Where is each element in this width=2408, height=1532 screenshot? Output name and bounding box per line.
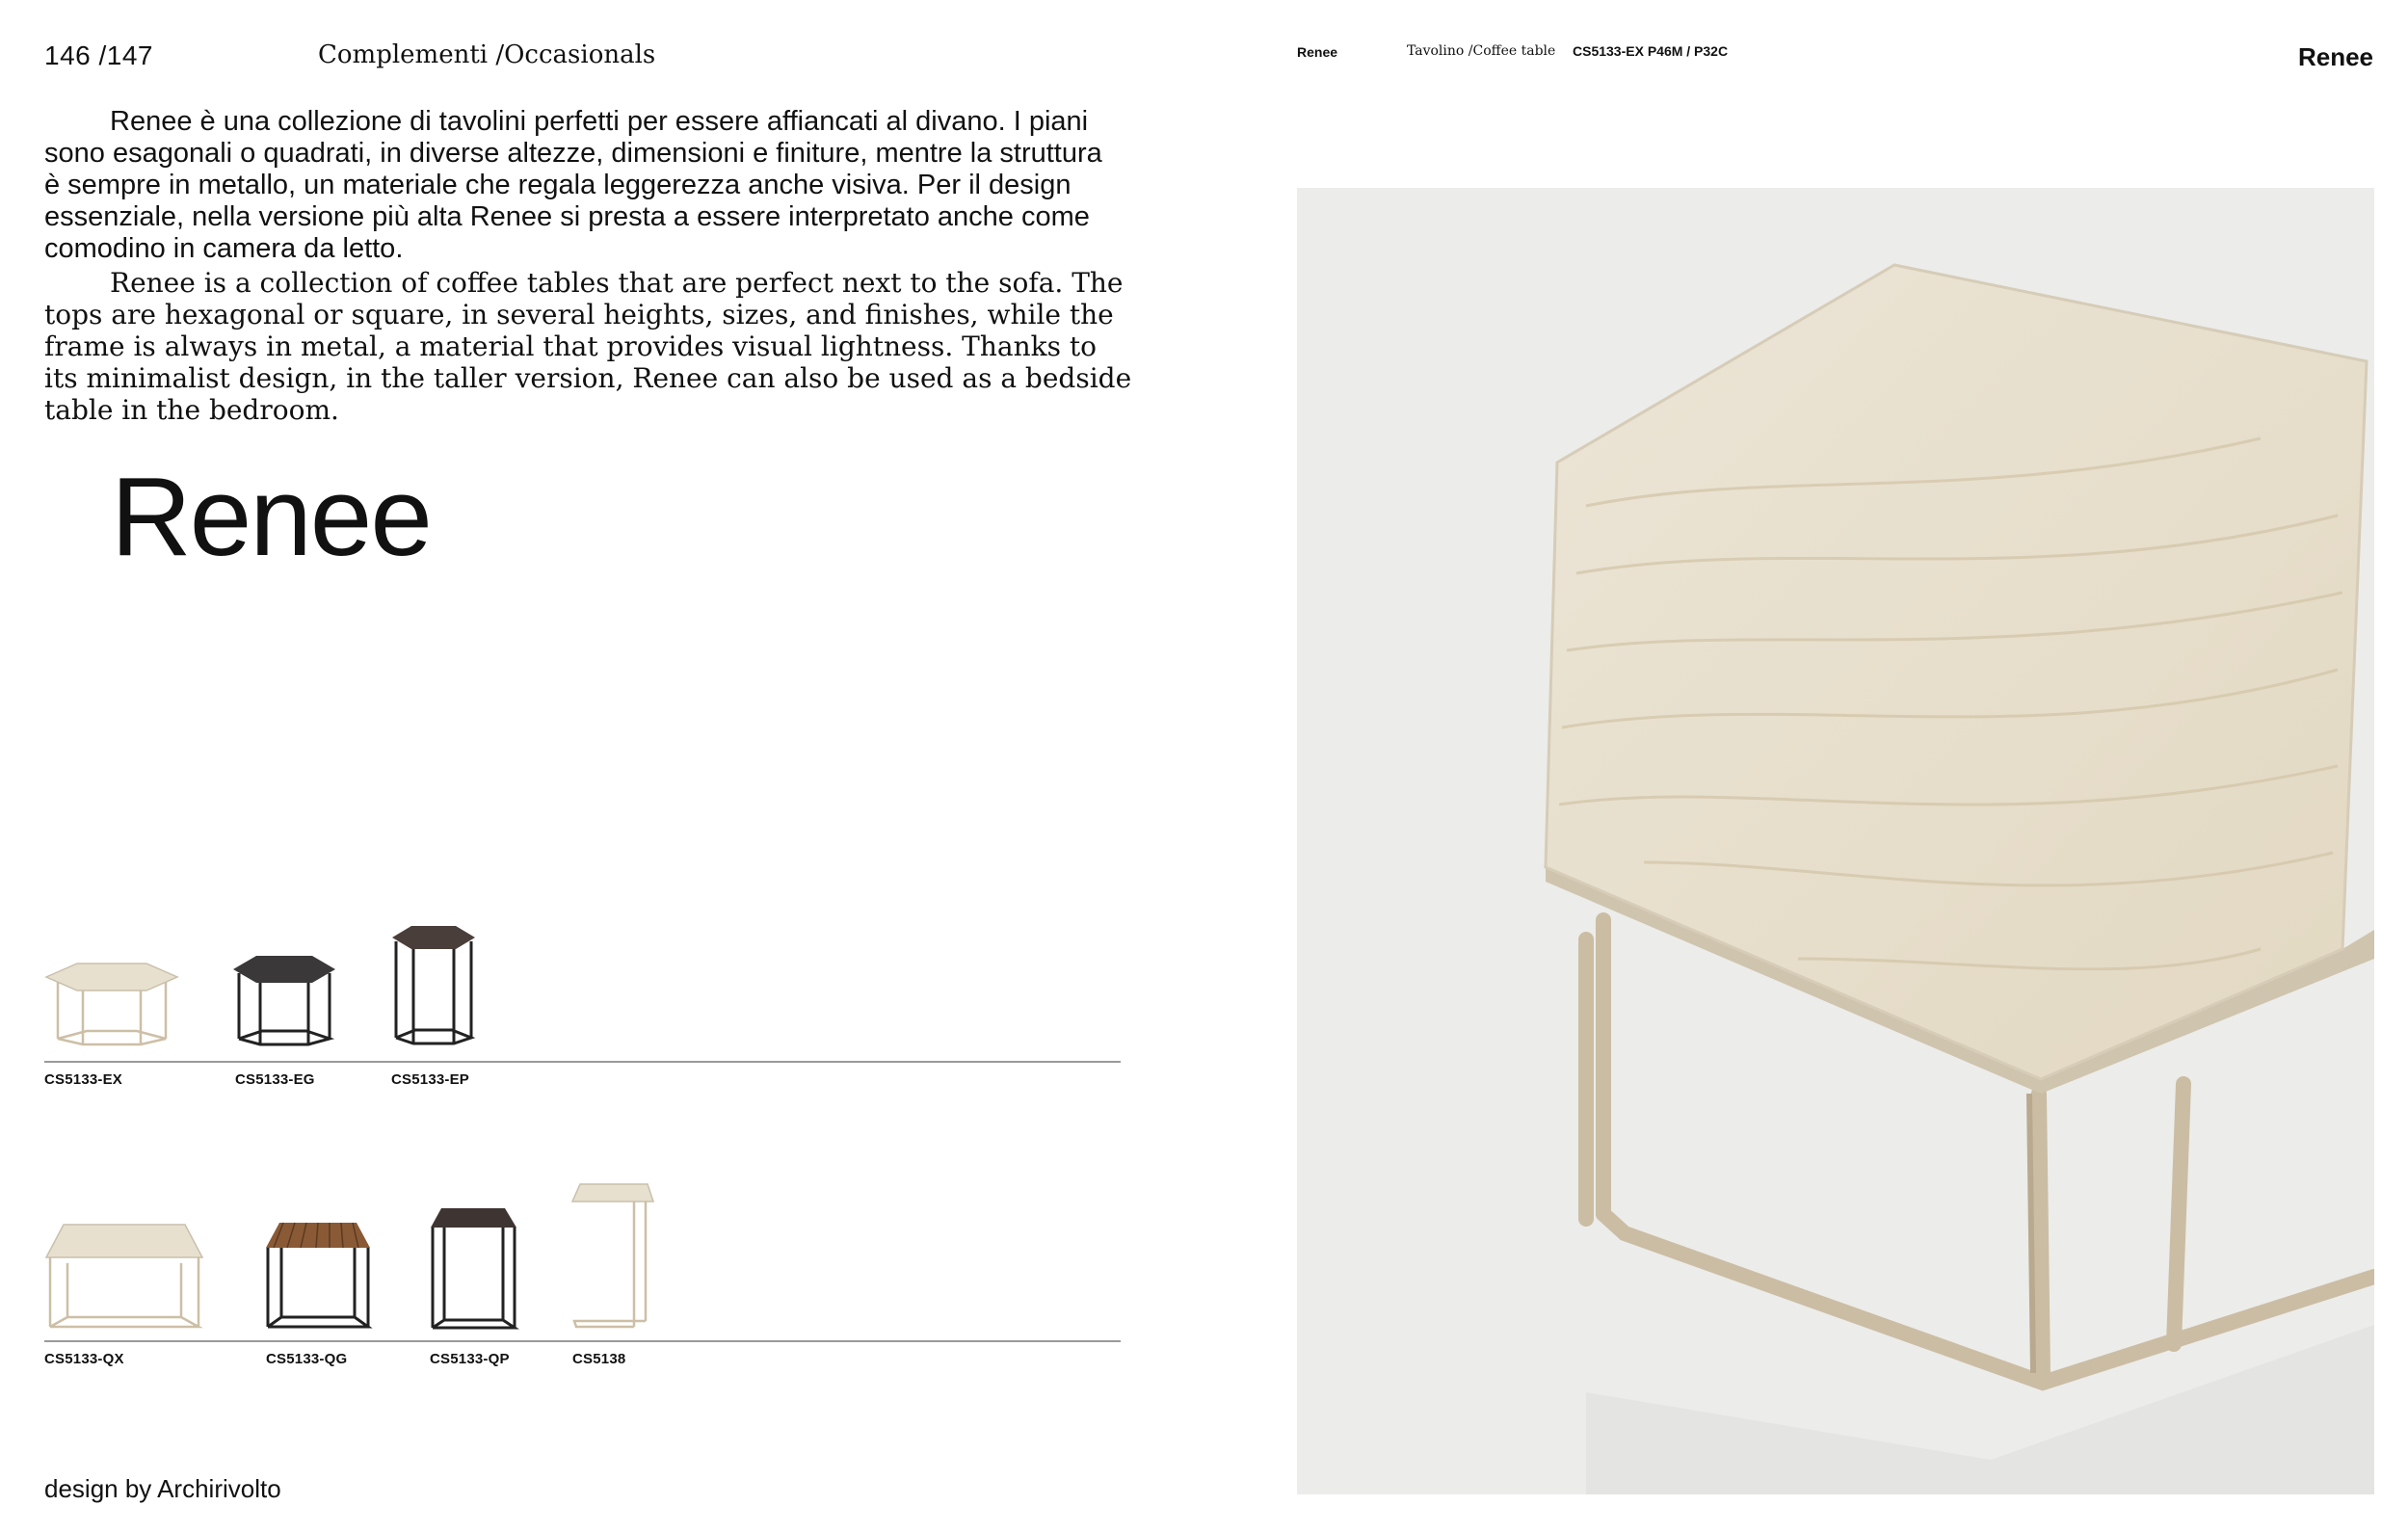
right-header-type: Tavolino /Coffee table bbox=[1407, 43, 1556, 59]
section-title: Complementi /Occasionals bbox=[318, 40, 656, 69]
product-code: CS5133-QP bbox=[430, 1351, 510, 1367]
square-table-qg-thumbnail bbox=[262, 1219, 373, 1334]
right-header-code: CS5133-EX P46M / P32C bbox=[1573, 43, 1729, 59]
hex-table-ep-thumbnail bbox=[390, 920, 477, 1050]
product-code: CS5138 bbox=[572, 1351, 626, 1367]
designer-credit: design by Archirivolto bbox=[44, 1474, 281, 1503]
right-header-name: Renee bbox=[1297, 44, 1338, 60]
hex-table-eg-thumbnail bbox=[231, 944, 337, 1050]
collection-title: Renee bbox=[111, 454, 431, 579]
intro-italian bbox=[44, 106, 1124, 265]
product-code: CS5133-EP bbox=[391, 1071, 470, 1088]
hex-coffee-table-illustration bbox=[1297, 188, 2374, 1494]
product-code: CS5133-EX bbox=[44, 1071, 123, 1088]
intro-english bbox=[44, 267, 1133, 426]
product-photo bbox=[1297, 188, 2374, 1494]
c-table-cs5138-thumbnail bbox=[570, 1180, 657, 1334]
square-table-qp-thumbnail bbox=[428, 1204, 519, 1334]
intro-english-text: Renee is a collection of coffee tables that are perfect next to the sofa. The tops are hexagonal or square, in several heights, sizes, and finishes, while the frame is always in metal, a material that provides visual lightness. Thanks to its minimalist design, in the taller version, Renee can also be used as a bedside table in the bedroom. bbox=[44, 267, 1132, 426]
square-table-qx-thumbnail bbox=[44, 1219, 203, 1334]
right-header-title: Renee bbox=[2297, 42, 2373, 71]
divider-square-row bbox=[44, 1340, 1121, 1342]
product-code: CS5133-EG bbox=[235, 1071, 315, 1088]
intro-italian-text: Renee è una collezione di tavolini perfetti per essere affiancati al divano. I piani sono esagonali o quadrati, in diverse altezze, dimensioni e finiture, mentre la struttura è sempre in metallo, un materiale che regala leggerezza anche visiva. Per il design essenziale, nella versione più alta Renee si presta a essere interpretato anche come comodino in camera da letto. bbox=[44, 106, 1102, 264]
product-code: CS5133-QX bbox=[44, 1351, 124, 1367]
divider-hex-row bbox=[44, 1061, 1121, 1063]
hex-table-ex-thumbnail bbox=[44, 944, 179, 1050]
page-numbers: 146 /147 bbox=[44, 40, 153, 70]
product-code: CS5133-QG bbox=[266, 1351, 348, 1367]
